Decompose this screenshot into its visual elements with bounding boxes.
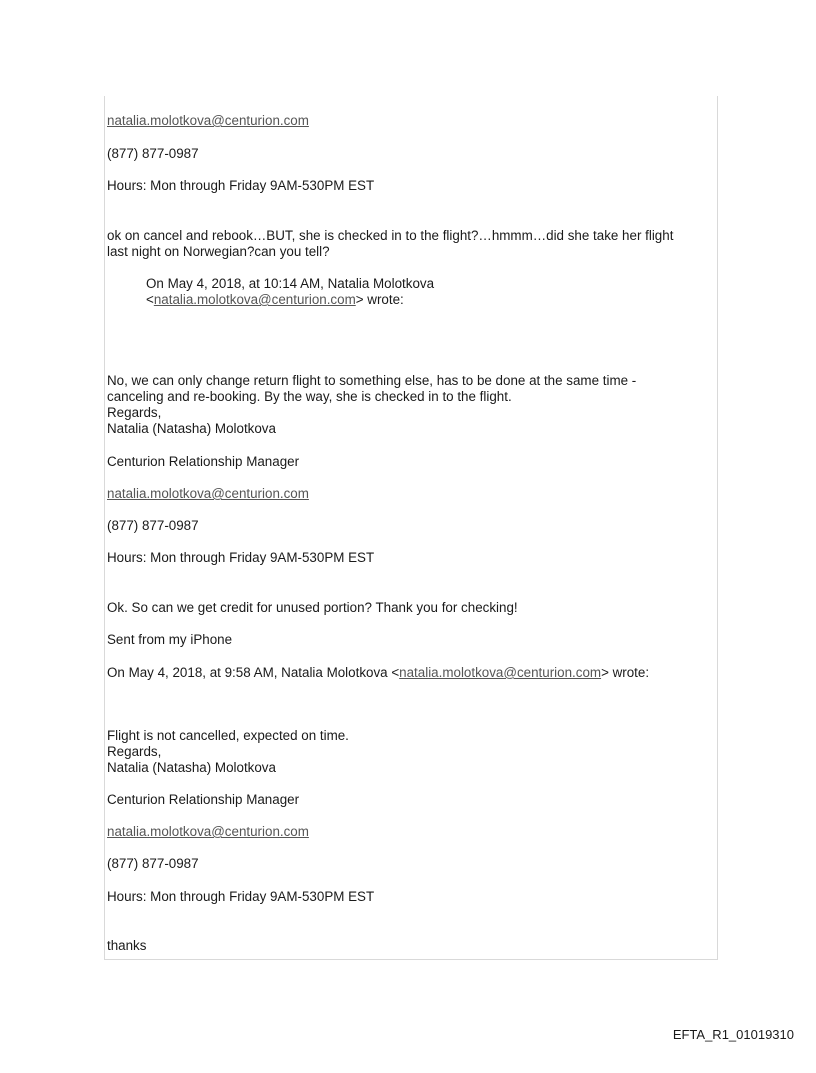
quote-wrote: > wrote: <box>601 665 650 680</box>
phone-number: (877) 877-0987 <box>107 518 199 533</box>
office-hours: Hours: Mon through Friday 9AM-530PM EST <box>107 550 375 565</box>
quote-prefix: On May 4, 2018, at 9:58 AM, Natalia Molotkova < <box>107 665 400 680</box>
reply-text-line: Ok. So can we get credit for unused portion? Thank you for checking! <box>107 600 518 615</box>
document-id: EFTA_R1_01019310 <box>672 1027 794 1042</box>
message-text-line: Flight is not cancelled, expected on time. <box>107 728 349 743</box>
quote-open-bracket: < <box>146 292 154 307</box>
sent-from-text: Sent from my iPhone <box>107 632 233 647</box>
sender-title: Centurion Relationship Manager <box>107 454 300 469</box>
email-link[interactable]: natalia.molotkova@centurion.com <box>153 292 356 307</box>
email-link[interactable]: natalia.molotkova@centurion.com <box>399 665 602 680</box>
phone-number: (877) 877-0987 <box>107 146 199 161</box>
reply-text-line: last night on Norwegian?can you tell? <box>107 244 330 259</box>
sender-title: Centurion Relationship Manager <box>107 792 300 807</box>
email-link[interactable]: natalia.molotkova@centurion.com <box>107 486 309 501</box>
closing-text: thanks <box>107 938 147 953</box>
quote-header-line <box>107 664 649 681</box>
email-link[interactable]: natalia.molotkova@centurion.com <box>107 113 309 128</box>
phone-number: (877) 877-0987 <box>107 856 199 871</box>
regards-text: Regards, <box>107 744 162 759</box>
reply-text-line: ok on cancel and rebook…BUT, she is checked in to the flight?…hmmm…did she take her flight <box>107 228 674 243</box>
sender-name: Natalia (Natasha) Molotkova <box>107 760 276 775</box>
message-text-line: canceling and re-booking. By the way, she is checked in to the flight. <box>107 389 512 404</box>
email-link[interactable]: natalia.molotkova@centurion.com <box>107 824 309 839</box>
quote-header-line: On May 4, 2018, at 10:14 AM, Natalia Molotkova <box>146 276 435 291</box>
sender-name: Natalia (Natasha) Molotkova <box>107 421 276 436</box>
quote-wrote: > wrote: <box>355 292 404 307</box>
office-hours: Hours: Mon through Friday 9AM-530PM EST <box>107 178 375 193</box>
regards-text: Regards, <box>107 405 162 420</box>
quote-header-line <box>146 291 404 308</box>
message-text-line: No, we can only change return flight to something else, has to be done at the same time - <box>107 373 637 388</box>
office-hours: Hours: Mon through Friday 9AM-530PM EST <box>107 889 375 904</box>
